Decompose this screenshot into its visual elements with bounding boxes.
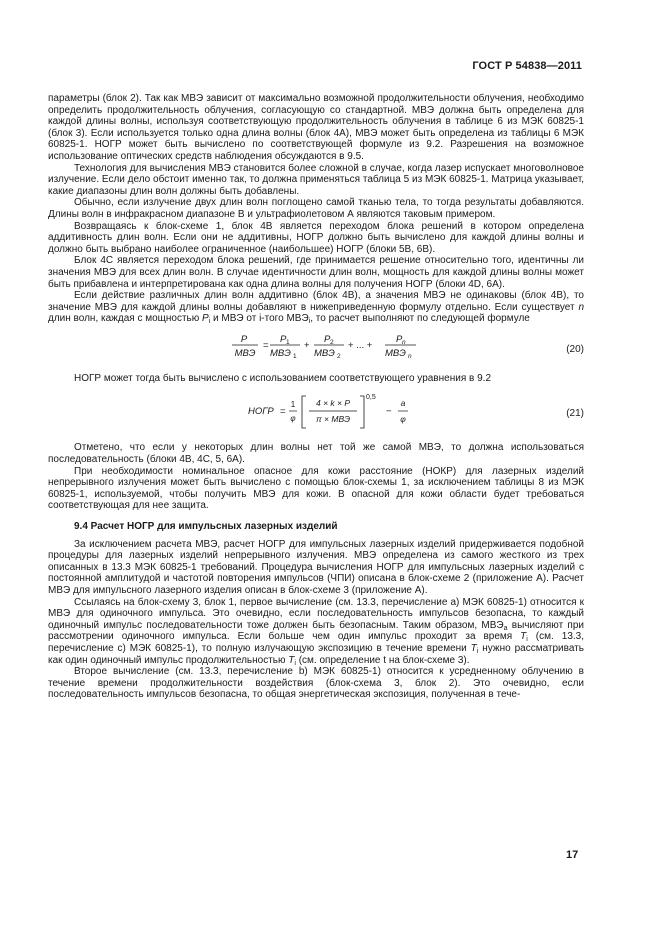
formula-term: P — [396, 333, 403, 345]
page-header: ГОСТ Р 54838—2011 — [472, 60, 582, 72]
formula-term: φ — [290, 414, 296, 424]
paragraph: Технология для вычисления МВЭ становится более сложной в случае, когда лазер испускает многоволновое излучение. Если дело обстоит именно так, то должна применяться таблица 5 из МЭК 60825-1. Матрица указывает, какие диапазоны длин волн должны быть добавлены. — [48, 162, 584, 197]
formula-term: НОГР — [248, 406, 274, 418]
formula-term: МВЭ — [385, 347, 406, 359]
document-body — [48, 93, 584, 701]
formula-term: P — [240, 333, 248, 345]
formula-21 — [48, 390, 584, 436]
formula-term: − — [386, 406, 392, 418]
formula-term: π × МВЭ — [315, 414, 351, 425]
paragraph-formula-intro: Если действие различных длин волн аддитивно (блок 4В), а значения МВЭ не одинаковы (блок 4В), то значение МВЭ для каждой длины волны добавляют в нижеприведенную формулу отдельно. Если существует n длин волн, каждая с мощностью $P_i$ и МВЭ от i-того $МВЭ_i$, то расчет выполняют по следующей формуле — [48, 290, 584, 326]
formula-term: = — [263, 339, 269, 351]
formula-21-graphic — [48, 390, 584, 436]
formula-term: n — [408, 352, 412, 360]
paragraph: Ссылаясь на блок-схему 3, блок 1, первое вычисление (см. 13.3, перечисление а) МЭК 60825-1) относится к МВЭ для одиночного импульса. Это очевидно, если последовательность импульсов безопасна, то каждый одиночный импульс последовательности тоже должен быть безопасным. Таким образом, $МВЭ_a$ вычисляют при рассмотрении одиночного импульса. Если больше чем один импульс проходит за время $T_i$ (см. 13.3, перечисление с) МЭК 60825-1), то полную излучающую экспозицию в течение времени $T_i$ нужно рассматривать как один одиночный импульс продолжительностью $T_i$ (см. определение t на блок-схеме 3). — [48, 596, 585, 667]
paragraph: За исключением расчета МВЭ, расчет НОГР для импульсных лазерных изделий придерживается подобной процедуры для лазерных изделий непрерывного излучения. МВЭ определена из самого жесткого из трех описанных в 13.3 МЭК 60825-1 требований. Процедура вычисления НОГР для импульсных лазерных изделий с постоянной амплитудой и частотой повторения импульсов (ЧПИ) описана в блок-схеме 2 (приложение А). Расчет МВЭ для импульсного лазерного изделия описан в блок-схеме 3 (приложение А). — [48, 538, 584, 596]
formula-term: a — [400, 398, 406, 409]
formula-term: МВЭ — [234, 347, 256, 359]
formula-20-graphic — [48, 329, 584, 371]
formula-term: = — [280, 406, 286, 418]
formula-term: 2 — [337, 352, 341, 360]
formula-term: 0,5 — [366, 394, 376, 402]
formula-term: МВЭ — [314, 347, 335, 359]
equation-number: (21) — [566, 408, 584, 420]
formula-20 — [48, 329, 584, 371]
formula-term: МВЭ — [270, 347, 291, 359]
paragraph: При необходимости номинальное опасное для кожи расстояние (НОКР) для лазерных изделий непрерывного излучения может быть вычислено с помощью блок-схемы 1, за исключением таблицы 8 из МЭК 60825-1, используемой, чтобы получить МВЭ для кожи. В опасной для кожи области будет требоваться соответствующая для нее защита. — [48, 465, 584, 512]
paragraph: Второе вычисление (см. 13.3, перечисление b) МЭК 60825-1) относится к усредненному облучению в течение времени продолжительности воздействия (блок-схема 3, блок 2). Это очевидно, если последовательность импульсов безопасна, то общая энергетическая экспозиция, полученная в тече- — [48, 666, 584, 701]
formula-term: P — [280, 333, 287, 345]
formula-term: 4 × k × P — [315, 398, 351, 409]
formula-term: + ... + — [348, 339, 373, 351]
formula-term: 1 — [290, 400, 296, 410]
section-heading: 9.4 Расчет НОГР для импульсных лазерных изделий — [74, 521, 338, 533]
paragraph: Обычно, если излучение двух длин волн поглощено самой тканью тела, то тогда результаты добавляются. Длины волн в инфракрасном диапазоне В и ультрафиолетовом А являются таковым примером. — [48, 197, 584, 220]
formula-term: 1 — [286, 338, 290, 346]
equation-number: (20) — [566, 343, 584, 355]
formula-term: φ — [400, 414, 406, 425]
paragraph: НОГР может тогда быть вычислено с использованием соответствующего уравнения в 9.2 — [74, 372, 492, 384]
paragraph: Блок 4С является переходом блока решений, где принимается решение относительно того, идентичны ли значения МВЭ для всех длин волн. В случае идентичности длин волн, мощность для каждой длины волны может быть прибавлена и интерпретирована как одна длина волны для получения НОГР (блоки 4D, 6А). — [48, 255, 584, 290]
formula-term: + — [304, 339, 310, 351]
formula-term: P — [324, 333, 331, 345]
formula-term: 1 — [293, 352, 297, 360]
formula-term: 2 — [330, 338, 334, 346]
formula-term: n — [402, 338, 406, 346]
paragraph: Возвращаясь к блок-схеме 1, блок 4В является переходом блока решений в котором определена аддитивность длин волн. Если они не аддитивны, НОГР должно быть вычислено для каждой длины волны и должно быть выбрано наиболее ограниченное (наибольшее) НОГР (блоки 5В, 6В). — [48, 220, 584, 255]
paragraph: параметры (блок 2). Так как МВЭ зависит от максимально возможной продолжительности облучения, необходимо определить продолжительность облучения, согласующую со стандартной. МВЭ должна быть определена для каждой длины волны, используя соответствующую продолжительность облучения в таблице 6 из МЭК 60825-1 (блок 3). Если используется только одна длина волны (блок 4А), МВЭ может быть определена из таблицы 6 МЭК 60825-1. НОГР может быть вычислено по соответствующей формуле из 9.2. Разрешения на возможное использование оптических средств наблюдения обсуждаются в 9.5. — [48, 93, 584, 162]
page-number: 17 — [566, 849, 579, 861]
paragraph: Отметено, что если у некоторых длин волны нет той же самой МВЭ, то должна использоваться последовательность (блоки 4В, 4С, 5, 6А). — [48, 442, 584, 466]
